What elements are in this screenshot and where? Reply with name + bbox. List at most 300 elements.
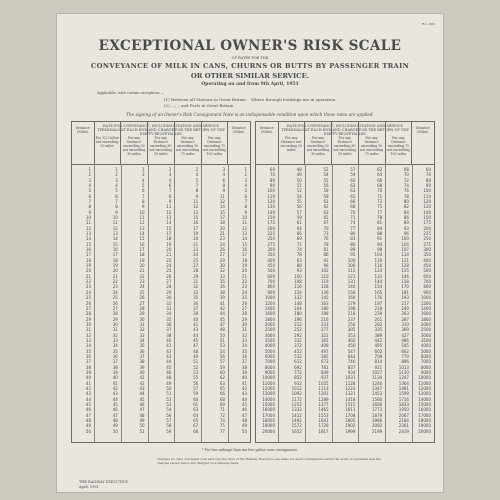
right-table-header: [256, 122, 434, 165]
table-cell: 48: [139, 412, 145, 418]
table-cell: 26: [219, 247, 225, 253]
table-cell: 90: [269, 183, 275, 189]
table-cell: 38: [219, 289, 225, 295]
table-cell: 12: [85, 225, 91, 231]
table-cell: 73: [323, 231, 329, 237]
right-table-rows: [256, 167, 434, 438]
table-cell: 38: [241, 364, 247, 370]
table-cell: 45: [139, 396, 145, 402]
table-cell: 27: [219, 252, 225, 258]
table-cell: 30: [219, 263, 225, 269]
table-cell: 197: [374, 300, 383, 306]
table-cell: 140: [347, 284, 356, 290]
table-cell: 369: [401, 327, 409, 333]
table-cell: 48: [296, 167, 302, 172]
table-cell: 17000: [418, 412, 431, 418]
table-cell: 150: [347, 289, 356, 295]
table-cell: 52: [193, 364, 199, 370]
table-cell: 9: [142, 204, 145, 210]
table-cell: 1332: [291, 407, 302, 413]
table-cell: 32: [166, 300, 172, 306]
table-cell: 62: [350, 183, 356, 189]
table-cell: 13: [241, 231, 247, 237]
table-cell: 54: [323, 172, 329, 178]
right-rate-table: [255, 121, 435, 443]
table-cell: 12000: [262, 385, 275, 391]
table-cell: 28: [193, 268, 199, 274]
table-cell: 3: [244, 177, 247, 183]
table-cell: 17: [193, 225, 199, 231]
table-cell: 77: [219, 428, 225, 434]
table-cell: 1716: [398, 396, 409, 402]
table-cell: 36: [193, 300, 199, 306]
table-cell: 70: [377, 188, 383, 194]
table-cell: 68: [350, 204, 356, 210]
table-cell: 900: [423, 289, 431, 295]
table-cell: 63: [219, 380, 225, 386]
table-cell: 22: [85, 279, 91, 285]
table-cell: 58: [323, 188, 329, 194]
table-cell: 74: [296, 247, 302, 253]
table-cell: 2301: [398, 423, 409, 429]
table-cell: 25: [112, 295, 118, 301]
table-cell: 65: [350, 193, 356, 199]
table-cell: 761: [320, 364, 329, 370]
table-cell: 800: [267, 284, 275, 290]
table-cell: 250: [267, 236, 275, 242]
table-cell: 69: [296, 236, 302, 242]
table-cell: 123: [374, 268, 383, 274]
table-cell: 47: [85, 412, 91, 418]
table-cell: 46: [166, 369, 172, 375]
table-cell: 154: [374, 284, 383, 290]
table-cell: 100: [423, 188, 431, 194]
table-cell: 39: [193, 311, 199, 317]
table-cell: 86: [403, 215, 409, 221]
table-cell: 2419: [398, 428, 409, 434]
table-cell: 71: [219, 407, 225, 413]
table-cell: 28: [112, 311, 118, 317]
table-cell: 400: [267, 257, 275, 263]
table-cell: 12: [219, 199, 225, 205]
table-cell: 1553: [318, 412, 329, 418]
table-cell: 237: [347, 316, 356, 322]
table-cell: 252: [294, 327, 302, 333]
table-cell: 17: [85, 252, 91, 258]
table-cell: 19: [241, 263, 247, 269]
table-cell: 35: [219, 279, 225, 285]
table-cell: 1201: [318, 391, 329, 397]
table-cell: 673: [320, 359, 329, 365]
table-cell: 22: [112, 279, 118, 285]
table-cell: 25: [139, 289, 145, 295]
table-cell: 20000: [418, 428, 431, 434]
table-cell: 49: [193, 353, 199, 359]
rate-sheet: [57, 14, 443, 492]
table-cell: 11: [193, 199, 199, 205]
table-cell: 5: [195, 177, 199, 183]
table-cell: 43: [112, 391, 118, 397]
table-cell: 8: [244, 204, 247, 210]
table-cell: 216: [320, 316, 329, 322]
table-cell: 20000: [262, 428, 275, 434]
table-cell: 39: [241, 369, 247, 375]
right-table-header-cell: For any Distance exceeding 50 not exceeding 75 miles: [358, 122, 385, 164]
table-cell: 30: [139, 316, 145, 322]
table-cell: 937: [320, 375, 329, 381]
table-cell: 68: [193, 428, 199, 434]
table-cell: 37: [241, 359, 247, 365]
table-cell: 1128: [345, 380, 356, 386]
table-cell: 65: [219, 385, 225, 391]
table-cell: 1027: [372, 369, 383, 375]
table-cell: 1000: [420, 295, 431, 301]
table-cell: 321: [320, 332, 329, 338]
issuer-name: THE RAILWAY EXECUTIVE: [79, 480, 128, 484]
table-cell: 27: [166, 279, 172, 285]
table-cell: 233: [320, 321, 329, 327]
table-cell: 5: [244, 188, 247, 194]
table-cell: 1418: [345, 396, 356, 402]
table-cell: 261: [374, 316, 383, 322]
table-cell: 12: [193, 204, 199, 210]
table-cell: 9000: [264, 369, 275, 375]
table-cell: 372: [294, 343, 302, 349]
table-cell: 11: [219, 193, 225, 199]
table-cell: 47: [193, 343, 199, 349]
table-cell: 1805: [345, 417, 356, 423]
table-cell: 353: [347, 332, 356, 338]
table-cell: 644: [347, 353, 356, 359]
table-cell: 18000: [262, 417, 275, 423]
table-cell: 94: [377, 241, 383, 247]
table-cell: 17: [241, 252, 247, 258]
table-cell: 12: [241, 225, 247, 231]
table-cell: 42: [85, 385, 91, 391]
table-cell: 102: [320, 268, 329, 274]
left-table-header-cell: Distance (Miles): [72, 122, 95, 164]
table-cell: 300: [423, 247, 431, 253]
table-cell: 70: [323, 225, 329, 231]
table-cell: 7: [115, 199, 118, 205]
table-cell: 65: [323, 215, 329, 221]
table-cell: 120: [267, 199, 275, 205]
table-cell: 17: [166, 231, 172, 237]
subtitle-rates: OF RATES FOR THE: [231, 56, 269, 60]
table-cell: 17000: [262, 412, 275, 418]
table-cell: 18: [241, 257, 247, 263]
table-cell: 77: [377, 209, 383, 215]
table-cell: 33: [193, 289, 199, 295]
table-cell: 70: [350, 209, 356, 215]
table-cell: 22: [241, 279, 247, 285]
table-cell: 59: [323, 193, 329, 199]
table-cell: 24: [219, 241, 225, 247]
table-cell: 30: [241, 321, 247, 327]
table-cell: 310: [401, 321, 409, 327]
table-cell: 33: [166, 305, 172, 311]
table-cell: 21: [112, 273, 118, 279]
table-cell: 11000: [262, 380, 275, 386]
table-cell: 19: [166, 241, 172, 247]
table-cell: 56: [166, 412, 172, 418]
table-cell: 402: [347, 337, 356, 343]
table-cell: 150: [267, 215, 275, 221]
table-cell: 72: [403, 177, 409, 183]
table-cell: 23: [241, 284, 247, 290]
table-cell: 42: [241, 385, 247, 391]
table-cell: 112: [347, 268, 356, 274]
table-cell: 34: [139, 337, 145, 343]
subtitle-similar-service: OR OTHER SIMILAR SERVICE.: [190, 72, 310, 80]
table-cell: 60: [219, 369, 225, 375]
table-cell: 70: [425, 172, 431, 178]
table-cell: 2: [115, 172, 118, 178]
table-cell: 88: [377, 231, 383, 237]
table-cell: 708: [374, 353, 383, 359]
table-cell: 1200: [264, 300, 275, 306]
table-cell: 4: [168, 177, 172, 183]
table-cell: 1092: [291, 391, 302, 397]
table-cell: 116: [294, 284, 302, 290]
table-cell: 47: [139, 407, 145, 413]
table-cell: 57: [350, 167, 356, 172]
table-cell: 256: [347, 321, 356, 327]
table-cell: 71: [377, 193, 383, 199]
table-cell: 6: [168, 183, 172, 189]
table-cell: 2067: [398, 412, 409, 418]
table-cell: 37: [139, 353, 145, 359]
table-cell: 49: [85, 423, 91, 429]
table-cell: 39: [219, 295, 225, 301]
table-cell: 81: [323, 247, 329, 253]
table-cell: 9: [244, 209, 247, 215]
table-cell: 48: [241, 417, 247, 423]
table-cell: 59: [350, 172, 356, 178]
table-cell: 66: [219, 391, 225, 397]
left-table-header-cell: Distance (Miles): [231, 126, 246, 134]
table-cell: 48: [166, 375, 172, 381]
footnote-2: Charges for cans consigned over and over the lines of the Railway Executive are made for each consignment and in the event of signature fees the charges shown below are charged on a mileage basis.: [157, 457, 381, 465]
table-cell: 54: [166, 407, 172, 413]
table-cell: 31: [193, 279, 199, 285]
table-cell: 55: [296, 199, 302, 205]
table-cell: 86: [350, 241, 356, 247]
table-cell: 20: [241, 268, 247, 274]
table-cell: 1800: [264, 316, 275, 322]
table-cell: 35: [193, 295, 199, 301]
table-cell: 44: [112, 396, 118, 402]
table-cell: 1321: [345, 391, 356, 397]
table-cell: 80: [269, 177, 275, 183]
table-cell: 1572: [291, 423, 302, 429]
table-cell: 39: [139, 364, 145, 370]
table-cell: 1481: [398, 385, 409, 391]
table-cell: 61: [193, 401, 199, 407]
table-cell: 21: [219, 231, 225, 237]
table-cell: 700: [267, 279, 275, 285]
table-cell: 35: [112, 348, 118, 354]
table-cell: 20: [139, 263, 145, 269]
table-cell: 27: [112, 305, 118, 311]
table-cell: 287: [401, 316, 409, 322]
table-cell: 13: [139, 225, 145, 231]
table-cell: 24: [85, 289, 91, 295]
table-cell: 164: [294, 305, 302, 311]
table-cell: 133: [374, 273, 383, 279]
table-cell: 110: [374, 257, 383, 263]
table-cell: 9: [195, 193, 199, 199]
table-cell: 15: [219, 209, 225, 215]
table-cell: 42: [166, 348, 172, 354]
table-cell: 50: [219, 332, 225, 338]
table-cell: 83: [296, 257, 302, 263]
table-cell: 15: [193, 215, 199, 221]
table-cell: 64: [296, 225, 302, 231]
table-cell: 49: [241, 423, 247, 429]
table-cell: 23: [85, 284, 91, 290]
table-cell: 37: [166, 327, 172, 333]
table-cell: 1400: [264, 305, 275, 311]
table-cell: 12000: [418, 385, 431, 391]
table-cell: 84: [403, 209, 409, 215]
table-cell: 1247: [398, 375, 409, 381]
table-cell: 11: [139, 215, 145, 221]
table-cell: 814: [374, 359, 383, 365]
right-table-caption: RATE FOR CONVEYANCE, INCLUDING STATION AND SERVICE TERMINALS AT EACH END AND CHARGE FOR THE RETURN OF THE EMPTY RECEPTACLES: [281, 124, 409, 136]
table-cell: 4: [115, 183, 118, 189]
table-cell: 100: [267, 188, 275, 194]
right-table-header-cell: For any Distance exceeding 20 not exceeding 30 miles: [305, 122, 332, 164]
table-cell: 91: [377, 236, 383, 242]
right-table-header-cell: For any Distance exceeding 75 not exceeding 100 miles: [385, 122, 412, 164]
table-cell: 12: [139, 220, 145, 226]
table-cell: 3500: [264, 337, 275, 343]
table-cell: 42: [139, 380, 145, 386]
table-cell: 11: [85, 220, 91, 226]
table-cell: 67: [193, 423, 199, 429]
table-cell: 163: [320, 300, 329, 306]
table-cell: 78: [403, 193, 409, 199]
table-cell: 64: [377, 172, 383, 178]
table-cell: 1: [88, 167, 91, 172]
table-cell: 2092: [372, 423, 383, 429]
table-cell: 14000: [262, 396, 275, 402]
table-cell: 44: [85, 396, 91, 402]
table-cell: 17: [139, 247, 145, 253]
table-cell: 55: [323, 177, 329, 183]
table-cell: 26: [241, 300, 247, 306]
table-cell: 148: [294, 300, 302, 306]
table-cell: 28: [139, 305, 145, 311]
table-cell: 135: [401, 268, 409, 274]
subtitle-conveyance: CONVEYANCE OF MILK IN CANS, CHURNS OR BUTTS BY PASSENGER TRAIN: [90, 62, 410, 70]
table-cell: 9: [88, 209, 91, 215]
table-cell: 24: [166, 263, 172, 269]
table-cell: 14: [85, 236, 91, 242]
table-cell: 76: [323, 236, 329, 242]
table-cell: 700: [423, 279, 431, 285]
table-cell: 68: [403, 167, 409, 172]
table-cell: 17: [112, 252, 118, 258]
table-cell: 78: [323, 241, 329, 247]
table-cell: 41: [166, 343, 172, 349]
table-cell: 2: [244, 172, 247, 178]
table-cell: 14000: [418, 396, 431, 402]
table-cell: 60: [269, 167, 275, 172]
table-cell: 32: [112, 332, 118, 338]
table-cell: 4: [244, 183, 247, 189]
table-cell: 17: [219, 215, 225, 221]
table-cell: 6: [115, 193, 118, 199]
left-table-header-cell: For any Distance exceeding 50 not exceeding 75 miles: [174, 122, 201, 164]
table-cell: 1000: [264, 295, 275, 301]
table-cell: 68: [219, 396, 225, 402]
table-cell: 96: [403, 231, 409, 237]
table-cell: 100: [347, 257, 356, 263]
table-cell: 1902: [345, 423, 356, 429]
table-cell: 2: [168, 167, 172, 172]
table-cell: 42: [112, 385, 118, 391]
table-cell: 53: [166, 401, 172, 407]
table-cell: 18: [219, 220, 225, 226]
table-cell: 1013: [398, 364, 409, 370]
table-cell: 31: [112, 327, 118, 333]
table-cell: 86: [323, 252, 329, 258]
table-cell: 128: [320, 284, 329, 290]
table-cell: 26: [139, 295, 145, 301]
table-cell: 5000: [264, 348, 275, 354]
table-cell: 6000: [264, 353, 275, 359]
table-cell: 7: [244, 199, 247, 205]
table-cell: 48: [112, 417, 118, 423]
table-cell: 144: [374, 279, 383, 285]
table-cell: 93: [403, 225, 409, 231]
left-table-rows: [72, 167, 250, 438]
table-cell: 193: [401, 295, 409, 301]
table-cell: 57: [219, 359, 225, 365]
table-cell: 1252: [291, 401, 302, 407]
table-cell: 1666: [372, 401, 383, 407]
issuer-date: April, 1951: [79, 485, 99, 489]
table-cell: 275: [267, 241, 275, 247]
table-cell: 4000: [420, 343, 431, 349]
table-cell: 60: [193, 396, 199, 402]
table-cell: 34: [241, 343, 247, 349]
table-cell: 1347: [372, 385, 383, 391]
table-cell: 114: [401, 252, 409, 258]
table-cell: 1025: [318, 380, 329, 386]
table-cell: 3: [168, 172, 172, 178]
table-cell: 32: [193, 284, 199, 290]
table-cell: 38: [85, 364, 91, 370]
table-cell: 165: [374, 289, 383, 295]
table-cell: 1172: [291, 396, 302, 402]
table-cell: 82: [403, 204, 409, 210]
table-cell: 6: [142, 188, 145, 194]
table-cell: 24: [112, 289, 118, 295]
table-cell: 4: [195, 172, 199, 178]
table-cell: 662: [401, 348, 409, 354]
table-cell: 13: [85, 231, 91, 237]
table-cell: 36: [241, 353, 247, 359]
document-reference: R.L. 003: [422, 22, 435, 26]
table-cell: 61: [323, 199, 329, 205]
table-cell: 46: [139, 401, 145, 407]
table-cell: 22: [166, 257, 172, 263]
table-cell: 585: [320, 353, 329, 359]
table-cell: 250: [423, 236, 431, 242]
